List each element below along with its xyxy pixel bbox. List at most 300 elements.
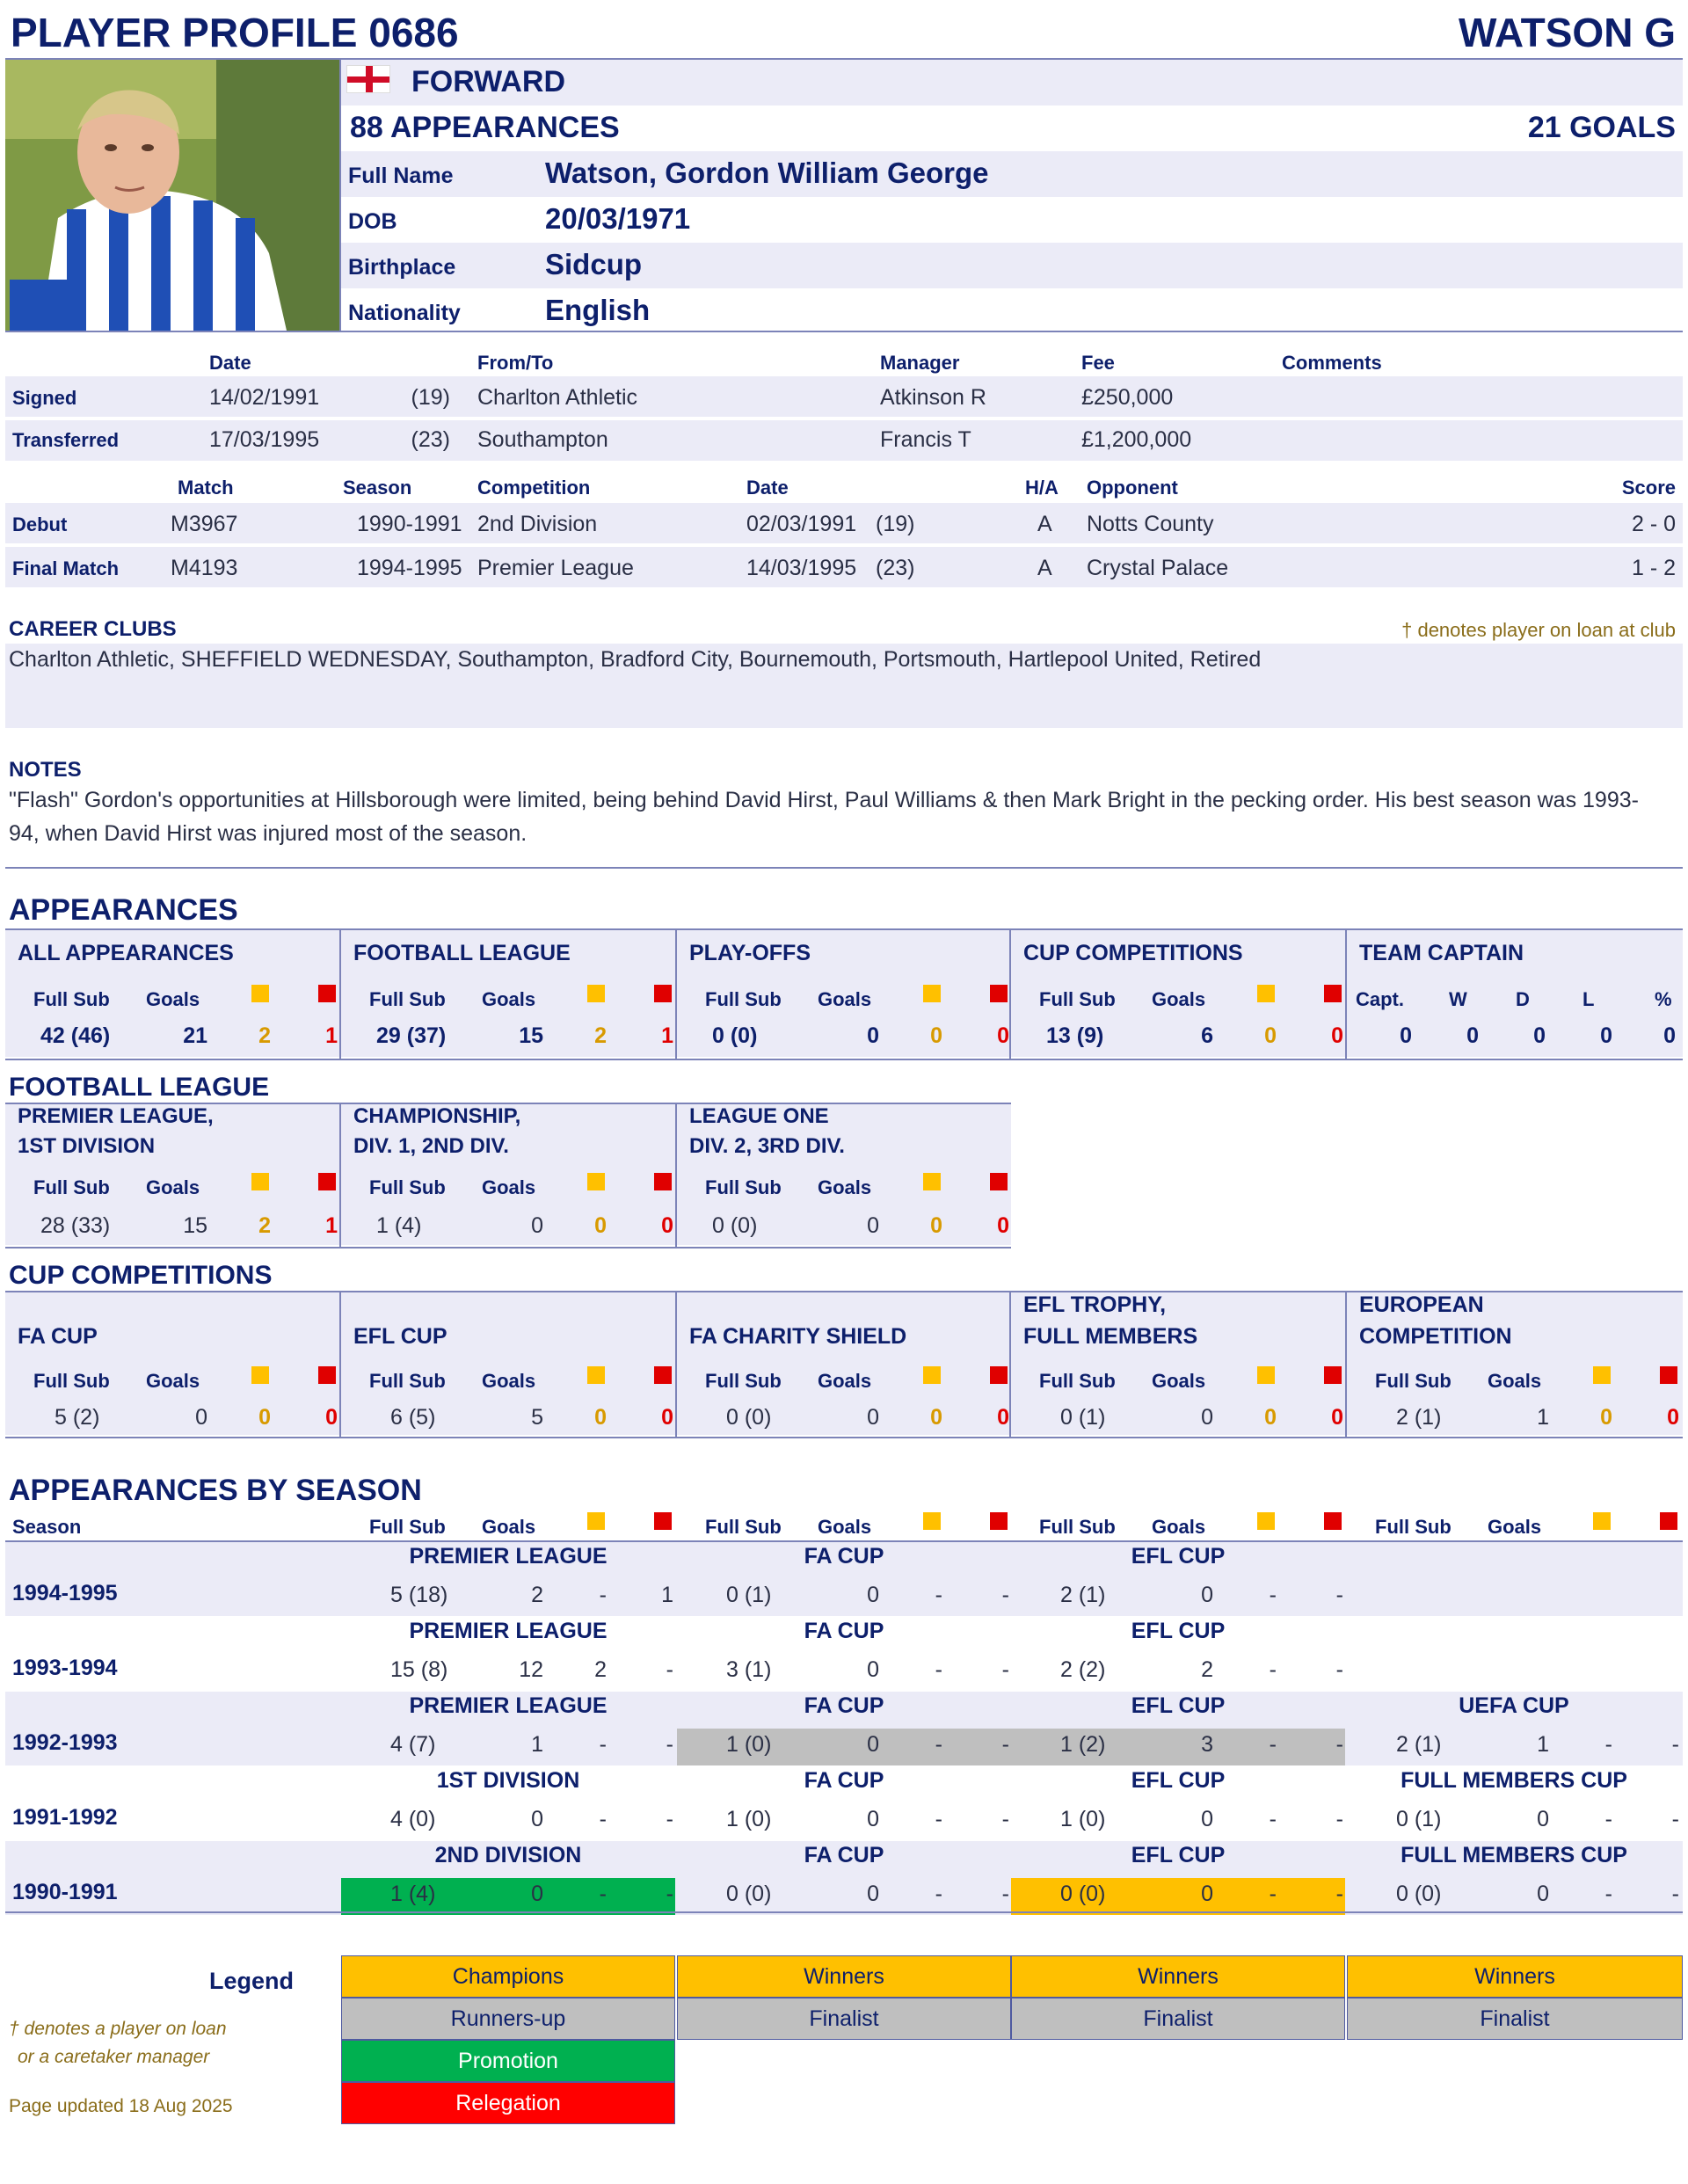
cup-0-goals-header: Goals [146, 1370, 200, 1392]
app-0-goals-value: 21 [183, 1023, 207, 1048]
cup-4-goals-value: 1 [1537, 1405, 1549, 1430]
cup-2-goals-value: 0 [867, 1405, 879, 1430]
season-row-2-comp-3-competition: UEFA CUP [1459, 1693, 1569, 1718]
cup-3-fullsub-value: 0 (1) [1060, 1405, 1106, 1430]
final-match-label: Final Match [12, 557, 120, 579]
app-1-goals-header: Goals [482, 988, 536, 1010]
cup-1-fullsub-value: 6 (5) [390, 1405, 436, 1430]
cup-0-title-line2: FA CUP [18, 1324, 98, 1349]
transferred-fee: £1,200,000 [1081, 427, 1192, 452]
final-match-ha: A [1037, 556, 1052, 580]
signed-manager: Atkinson R [880, 385, 986, 410]
season-row-3-comp-0-goals: 0 [531, 1807, 543, 1831]
season-row-0-comp-2-goals: 0 [1201, 1583, 1213, 1607]
fl-1-goals-header: Goals [482, 1176, 536, 1198]
season-col-3-fullsub-header: Full Sub [1039, 1516, 1116, 1538]
final-match-date: 14/03/1995 [746, 556, 857, 580]
fl-1-title-line2: DIV. 1, 2ND DIV. [353, 1134, 509, 1158]
cup-2-fullsub-header: Full Sub [705, 1370, 782, 1392]
fl-2-red-card-icon [990, 1173, 1008, 1190]
cup-0-red-value: 0 [325, 1405, 338, 1430]
final-match-age: (23) [876, 556, 915, 580]
season-row-0-comp-1-goals: 0 [867, 1583, 879, 1607]
season-row-3-comp-1-red: - [1001, 1807, 1009, 1831]
fl-0-red-value: 1 [325, 1213, 338, 1238]
captain-pct-value: 0 [1663, 1023, 1676, 1048]
season-row-2-comp-2-competition: EFL CUP [1131, 1693, 1226, 1718]
season-row-3-comp-1-competition: FA CUP [804, 1768, 884, 1793]
cup-2-red-value: 0 [997, 1405, 1009, 1430]
cup-1-yellow-card-icon [587, 1366, 605, 1384]
fl-0-title-line2: 1ST DIVISION [18, 1134, 156, 1158]
cup-1-red-value: 0 [661, 1405, 673, 1430]
cup-3-goals-value: 0 [1201, 1405, 1213, 1430]
season-row-3-comp-2-competition: EFL CUP [1131, 1768, 1226, 1793]
final-match-id: M4193 [171, 556, 238, 580]
captain-d-header: D [1516, 988, 1530, 1010]
season-row-4-comp-3-yellow: - [1604, 1882, 1612, 1906]
cup-4-fullsub-header: Full Sub [1375, 1370, 1452, 1392]
season-col-4-red-card-icon [1660, 1512, 1677, 1530]
season-col-3-goals-header: Goals [1152, 1516, 1206, 1538]
debut-ha: A [1037, 512, 1052, 536]
season-col-1-red-card-icon [654, 1512, 672, 1530]
fl-0-goals-header: Goals [146, 1176, 200, 1198]
fl-2-red-value: 0 [997, 1213, 1009, 1238]
season-row-2-comp-1-red: - [1001, 1732, 1009, 1757]
nationality-label: Nationality [348, 301, 461, 325]
season-row-4-comp-0-yellow: - [599, 1882, 607, 1906]
season-row-2-comp-2-fullsub: 1 (2) [1060, 1732, 1106, 1757]
season-row-1-comp-1-yellow: - [935, 1657, 942, 1682]
cup-1-yellow-value: 0 [594, 1405, 607, 1430]
cup-0-goals-value: 0 [195, 1405, 207, 1430]
season-row-0-comp-0-yellow: - [599, 1583, 607, 1607]
fl-0-goals-value: 15 [183, 1213, 207, 1238]
season-row-3-comp-2-red: - [1335, 1807, 1343, 1831]
cup-3-title-line1: EFL TROPHY, [1023, 1292, 1167, 1317]
page-title: PLAYER PROFILE 0686 [11, 10, 459, 55]
legend-0-3: Winners [1347, 1955, 1683, 1998]
transfer-header-date: Date [209, 352, 251, 374]
cup-4-red-card-icon [1660, 1366, 1677, 1384]
app-2-fullsub-header: Full Sub [705, 988, 782, 1010]
cup-4-goals-header: Goals [1488, 1370, 1542, 1392]
notes-line-1: "Flash" Gordon's opportunities at Hillsborough were limited, being behind David Hirst, Paul Williams & then Mark Bright in the pecking order. His best season was 1993- [9, 788, 1639, 812]
app-0-red-value: 1 [325, 1023, 338, 1048]
season-row-2-comp-2-goals: 3 [1201, 1732, 1213, 1757]
loan-note: † denotes player on loan at club [1401, 619, 1676, 641]
season-row-4-comp-0-goals: 0 [531, 1882, 543, 1906]
cup-3-yellow-card-icon [1257, 1366, 1275, 1384]
legend-2-0: Promotion [341, 2040, 675, 2082]
signed-age: (19) [411, 385, 450, 410]
fl-1-yellow-card-icon [587, 1173, 605, 1190]
full-name-value: Watson, Gordon William George [545, 157, 989, 189]
cup-0-fullsub-value: 5 (2) [55, 1405, 100, 1430]
cup-4-red-value: 0 [1667, 1405, 1679, 1430]
season-row-2-comp-0-red: - [666, 1732, 673, 1757]
signed-fee: £250,000 [1081, 385, 1174, 410]
season-row-4-comp-1-competition: FA CUP [804, 1843, 884, 1867]
fl-2-yellow-card-icon [923, 1173, 941, 1190]
season-row-2-comp-0-competition: PREMIER LEAGUE [409, 1693, 608, 1718]
legend-1-2: Finalist [1011, 1998, 1345, 2040]
match-header-match: Match [178, 477, 234, 499]
app-2-fullsub-value: 0 (0) [712, 1023, 758, 1048]
season-row-0-comp-2-fullsub: 2 (1) [1060, 1583, 1106, 1607]
debut-score: 2 - 0 [1631, 512, 1676, 536]
debut-competition: 2nd Division [477, 512, 598, 536]
season-row-2-comp-3-red: - [1671, 1732, 1679, 1757]
appearances-title: APPEARANCES [9, 893, 238, 927]
final-match-opponent: Crystal Palace [1087, 556, 1229, 580]
cup-2-yellow-value: 0 [930, 1405, 942, 1430]
app-3-goals-value: 6 [1201, 1023, 1213, 1048]
debut-season: 1990-1991 [357, 512, 462, 536]
app-3-red-card-icon [1324, 985, 1342, 1002]
season-row-2-comp-1-competition: FA CUP [804, 1693, 884, 1718]
signed-label: Signed [12, 387, 77, 409]
captain-l-header: L [1582, 988, 1595, 1010]
season-row-0-season: 1994-1995 [12, 1581, 118, 1605]
season-row-2-season: 1992-1993 [12, 1730, 118, 1755]
season-col-1-goals-header: Goals [482, 1516, 536, 1538]
season-row-2-comp-3-yellow: - [1604, 1732, 1612, 1757]
cup-0-fullsub-header: Full Sub [33, 1370, 110, 1392]
fl-2-goals-header: Goals [818, 1176, 872, 1198]
season-col-4-goals-header: Goals [1488, 1516, 1542, 1538]
player-photo [5, 60, 339, 331]
captain-capt-value: 0 [1400, 1023, 1412, 1048]
career-clubs-list: Charlton Athletic, SHEFFIELD WEDNESDAY, Southampton, Bradford City, Bournemouth, Portsmouth, Hartlepool United, Retired [9, 647, 1262, 672]
app-2-yellow-value: 0 [930, 1023, 942, 1048]
legend-0-1: Winners [677, 1955, 1011, 1998]
cup-1-goals-value: 5 [531, 1405, 543, 1430]
season-row-4-comp-2-yellow: - [1269, 1882, 1277, 1906]
fl-2-fullsub-header: Full Sub [705, 1176, 782, 1198]
cup-1-fullsub-header: Full Sub [369, 1370, 446, 1392]
player-surname: WATSON G [1458, 10, 1676, 55]
match-header-competition: Competition [477, 477, 591, 499]
season-row-0-comp-0-red: 1 [661, 1583, 673, 1607]
season-row-0-comp-1-red: - [1001, 1583, 1009, 1607]
season-row-2-comp-2-yellow: - [1269, 1732, 1277, 1757]
match-header-date: Date [746, 477, 789, 499]
debut-date: 02/03/1991 [746, 512, 857, 536]
cup-4-fullsub-value: 2 (1) [1396, 1405, 1442, 1430]
legend-0-0: Champions [341, 1955, 675, 1998]
season-row-3-comp-3-yellow: - [1604, 1807, 1612, 1831]
captain-capt-header: Capt. [1356, 988, 1404, 1010]
season-row-3-comp-0-red: - [666, 1807, 673, 1831]
fl-1-fullsub-header: Full Sub [369, 1176, 446, 1198]
fl-0-fullsub-value: 28 (33) [40, 1213, 111, 1238]
match-header-score: Score [1621, 477, 1676, 499]
season-row-1-comp-1-goals: 0 [867, 1657, 879, 1682]
season-row-4-comp-0-competition: 2ND DIVISION [434, 1843, 582, 1867]
season-row-4-comp-3-competition: FULL MEMBERS CUP [1401, 1843, 1627, 1867]
transferred-club: Southampton [477, 427, 608, 452]
debut-match: M3967 [171, 512, 238, 536]
season-row-1-comp-2-red: - [1335, 1657, 1343, 1682]
season-row-3-comp-3-fullsub: 0 (1) [1396, 1807, 1442, 1831]
season-row-0-comp-1-fullsub: 0 (1) [726, 1583, 772, 1607]
cup-3-yellow-value: 0 [1264, 1405, 1277, 1430]
season-col-4-yellow-card-icon [1593, 1512, 1611, 1530]
fl-1-red-value: 0 [661, 1213, 673, 1238]
season-row-1-comp-0-red: - [666, 1657, 673, 1682]
season-row-0-comp-1-yellow: - [935, 1583, 942, 1607]
season-row-4-season: 1990-1991 [12, 1880, 118, 1904]
cup-3-title-line2: FULL MEMBERS [1023, 1324, 1198, 1349]
legend-3-0: Relegation [341, 2082, 675, 2124]
season-row-3-comp-3-goals: 0 [1537, 1807, 1549, 1831]
season-row-1-comp-2-competition: EFL CUP [1131, 1619, 1226, 1643]
transferred-manager: Francis T [880, 427, 971, 452]
signed-club: Charlton Athletic [477, 385, 638, 410]
cup-1-goals-header: Goals [482, 1370, 536, 1392]
app-0-red-card-icon [318, 985, 336, 1002]
captain-l-value: 0 [1600, 1023, 1612, 1048]
legend-title: Legend [209, 1968, 295, 1994]
season-row-4-comp-2-fullsub: 0 (0) [1060, 1882, 1106, 1906]
season-row-4-comp-2-competition: EFL CUP [1131, 1843, 1226, 1867]
app-1-red-value: 1 [661, 1023, 673, 1048]
cup-0-red-card-icon [318, 1366, 336, 1384]
cup-2-yellow-card-icon [923, 1366, 941, 1384]
captain-w-value: 0 [1466, 1023, 1479, 1048]
app-2-goals-value: 0 [867, 1023, 879, 1048]
season-row-0-comp-0-goals: 2 [531, 1583, 543, 1607]
match-header-ha: H/A [1025, 477, 1059, 499]
by-season-title: APPEARANCES BY SEASON [9, 1474, 422, 1507]
cup-4-title-line2: COMPETITION [1359, 1324, 1512, 1349]
final-match-competition: Premier League [477, 556, 634, 580]
app-3-yellow-value: 0 [1264, 1023, 1277, 1048]
season-row-1-comp-1-fullsub: 3 (1) [726, 1657, 772, 1682]
cup-3-fullsub-header: Full Sub [1039, 1370, 1116, 1392]
app-0-yellow-value: 2 [258, 1023, 271, 1048]
season-row-0-comp-2-yellow: - [1269, 1583, 1277, 1607]
app-0-title: ALL APPEARANCES [18, 941, 234, 965]
career-clubs-title: CAREER CLUBS [9, 617, 177, 641]
cup-4-yellow-card-icon [1593, 1366, 1611, 1384]
cup-4-yellow-value: 0 [1600, 1405, 1612, 1430]
cup-1-red-card-icon [654, 1366, 672, 1384]
app-0-fullsub-value: 42 (46) [40, 1023, 111, 1048]
fl-1-goals-value: 0 [531, 1213, 543, 1238]
season-row-4-comp-3-goals: 0 [1537, 1882, 1549, 1906]
season-col-3-red-card-icon [1324, 1512, 1342, 1530]
season-row-1-comp-0-fullsub: 15 (8) [390, 1657, 448, 1682]
season-row-4-comp-1-fullsub: 0 (0) [726, 1882, 772, 1906]
season-row-1-comp-0-competition: PREMIER LEAGUE [409, 1619, 608, 1643]
season-row-2-comp-1-fullsub: 1 (0) [726, 1732, 772, 1757]
season-row-4-comp-0-red: - [666, 1882, 673, 1906]
dob-label: DOB [348, 209, 397, 234]
season-row-1-comp-2-fullsub: 2 (2) [1060, 1657, 1106, 1682]
cup-2-goals-header: Goals [818, 1370, 872, 1392]
signed-date: 14/02/1991 [209, 385, 320, 410]
app-1-red-card-icon [654, 985, 672, 1002]
app-1-title: FOOTBALL LEAGUE [353, 941, 571, 965]
final-match-score: 1 - 2 [1631, 556, 1676, 580]
legend-1-0: Runners-up [341, 1998, 675, 2040]
football-league-title: FOOTBALL LEAGUE [9, 1073, 270, 1102]
page-updated: Page updated 18 Aug 2025 [9, 2096, 233, 2116]
birthplace-label: Birthplace [348, 255, 456, 280]
season-row-0-comp-2-red: - [1335, 1583, 1343, 1607]
app-1-goals-value: 15 [519, 1023, 543, 1048]
debut-age: (19) [876, 512, 915, 536]
season-col-3-yellow-card-icon [1257, 1512, 1275, 1530]
fl-1-title-line1: CHAMPIONSHIP, [353, 1104, 521, 1128]
transfer-header-comments: Comments [1282, 352, 1382, 374]
app-3-fullsub-value: 13 (9) [1046, 1023, 1104, 1048]
season-row-4-comp-0-fullsub: 1 (4) [390, 1882, 436, 1906]
season-row-3-comp-3-red: - [1671, 1807, 1679, 1831]
season-row-3-comp-0-fullsub: 4 (0) [390, 1807, 436, 1831]
captain-w-header: W [1449, 988, 1467, 1010]
match-header-opponent: Opponent [1087, 477, 1178, 499]
fl-2-yellow-value: 0 [930, 1213, 942, 1238]
season-row-2-comp-1-goals: 0 [867, 1732, 879, 1757]
season-row-2-comp-0-fullsub: 4 (7) [390, 1732, 436, 1757]
birthplace-value: Sidcup [545, 248, 643, 280]
app-0-yellow-card-icon [251, 985, 269, 1002]
transfer-header-manager: Manager [880, 352, 960, 374]
total-goals: 21 GOALS [1527, 111, 1676, 144]
total-appearances: 88 APPEARANCES [350, 111, 620, 144]
legend-0-2: Winners [1011, 1955, 1345, 1998]
cup-3-red-value: 0 [1331, 1405, 1343, 1430]
fl-2-title-line1: LEAGUE ONE [689, 1104, 829, 1128]
season-col-4-fullsub-header: Full Sub [1375, 1516, 1452, 1538]
season-row-3-comp-3-competition: FULL MEMBERS CUP [1401, 1768, 1627, 1793]
cup-competitions-title: CUP COMPETITIONS [9, 1261, 273, 1290]
season-row-3-season: 1991-1992 [12, 1805, 118, 1830]
season-row-2-comp-1-yellow: - [935, 1732, 942, 1757]
full-name-label: Full Name [348, 164, 454, 188]
season-col-2-yellow-card-icon [923, 1512, 941, 1530]
cup-3-red-card-icon [1324, 1366, 1342, 1384]
season-row-1-comp-1-red: - [1001, 1657, 1009, 1682]
app-2-goals-header: Goals [818, 988, 872, 1010]
final-match-season: 1994-1995 [357, 556, 462, 580]
cup-0-yellow-card-icon [251, 1366, 269, 1384]
fl-2-goals-value: 0 [867, 1213, 879, 1238]
season-row-3-comp-2-goals: 0 [1201, 1807, 1213, 1831]
transfer-header-fee: Fee [1081, 352, 1115, 374]
season-row-3-comp-1-yellow: - [935, 1807, 942, 1831]
legend-loan-note-2: or a caretaker manager [18, 2047, 210, 2067]
cup-2-title-line2: FA CHARITY SHIELD [689, 1324, 907, 1349]
fl-2-title-line2: DIV. 2, 3RD DIV. [689, 1134, 845, 1158]
cup-3-goals-header: Goals [1152, 1370, 1206, 1392]
transferred-label: Transferred [12, 429, 120, 451]
season-row-0-comp-0-competition: PREMIER LEAGUE [409, 1544, 608, 1569]
app-3-red-value: 0 [1331, 1023, 1343, 1048]
app-3-fullsub-header: Full Sub [1039, 988, 1116, 1010]
cup-4-title-line1: EUROPEAN [1359, 1292, 1484, 1317]
dob-value: 20/03/1971 [545, 202, 691, 235]
season-row-4-comp-2-goals: 0 [1201, 1882, 1213, 1906]
transferred-date: 17/03/1995 [209, 427, 320, 452]
season-row-4-comp-3-fullsub: 0 (0) [1396, 1882, 1442, 1906]
legend-1-3: Finalist [1347, 1998, 1683, 2040]
match-header-season: Season [343, 477, 412, 499]
season-row-3-comp-1-goals: 0 [867, 1807, 879, 1831]
app-0-fullsub-header: Full Sub [33, 988, 110, 1010]
fl-0-title-line1: PREMIER LEAGUE, [18, 1104, 214, 1128]
cup-1-title-line2: EFL CUP [353, 1324, 447, 1349]
app-1-fullsub-header: Full Sub [369, 988, 446, 1010]
season-row-3-comp-2-yellow: - [1269, 1807, 1277, 1831]
season-row-4-comp-3-red: - [1671, 1882, 1679, 1906]
season-row-1-comp-0-goals: 12 [519, 1657, 543, 1682]
season-col-2-fullsub-header: Full Sub [705, 1516, 782, 1538]
nationality-value: English [545, 294, 651, 326]
season-row-4-comp-2-red: - [1335, 1882, 1343, 1906]
season-column-label: Season [12, 1516, 82, 1538]
season-row-2-comp-0-goals: 1 [531, 1732, 543, 1757]
season-col-2-red-card-icon [990, 1512, 1008, 1530]
season-row-2-comp-3-fullsub: 2 (1) [1396, 1732, 1442, 1757]
transfer-header-fromto: From/To [477, 352, 554, 374]
debut-opponent: Notts County [1087, 512, 1214, 536]
notes-line-2: 94, when David Hirst was injured most of the season. [9, 821, 528, 846]
season-row-3-comp-0-competition: 1ST DIVISION [436, 1768, 580, 1793]
season-row-3-comp-2-fullsub: 1 (0) [1060, 1807, 1106, 1831]
fl-0-red-card-icon [318, 1173, 336, 1190]
season-row-4-comp-1-red: - [1001, 1882, 1009, 1906]
season-col-1-yellow-card-icon [587, 1512, 605, 1530]
england-flag-icon [346, 65, 390, 93]
app-0-goals-header: Goals [146, 988, 200, 1010]
fl-1-yellow-value: 0 [594, 1213, 607, 1238]
app-3-yellow-card-icon [1257, 985, 1275, 1002]
fl-1-fullsub-value: 1 (4) [376, 1213, 422, 1238]
transferred-age: (23) [411, 427, 450, 452]
cup-2-fullsub-value: 0 (0) [726, 1405, 772, 1430]
app-2-red-value: 0 [997, 1023, 1009, 1048]
cup-2-red-card-icon [990, 1366, 1008, 1384]
season-row-2-comp-2-red: - [1335, 1732, 1343, 1757]
season-row-0-comp-1-competition: FA CUP [804, 1544, 884, 1569]
fl-0-yellow-card-icon [251, 1173, 269, 1190]
fl-2-fullsub-value: 0 (0) [712, 1213, 758, 1238]
season-row-1-comp-2-goals: 2 [1201, 1657, 1213, 1682]
app-3-goals-header: Goals [1152, 988, 1206, 1010]
app-1-fullsub-value: 29 (37) [376, 1023, 447, 1048]
debut-label: Debut [12, 513, 68, 535]
season-col-2-goals-header: Goals [818, 1516, 872, 1538]
season-row-4-comp-1-yellow: - [935, 1882, 942, 1906]
season-row-3-comp-0-yellow: - [599, 1807, 607, 1831]
season-row-1-comp-0-yellow: 2 [594, 1657, 607, 1682]
legend-loan-note-1: † denotes a player on loan [9, 2019, 227, 2039]
app-2-title: PLAY-OFFS [689, 941, 811, 965]
fl-0-yellow-value: 2 [258, 1213, 271, 1238]
notes-title: NOTES [9, 758, 82, 782]
app-1-yellow-card-icon [587, 985, 605, 1002]
season-row-3-comp-1-fullsub: 1 (0) [726, 1807, 772, 1831]
captain-d-value: 0 [1533, 1023, 1546, 1048]
season-row-0-comp-0-fullsub: 5 (18) [390, 1583, 448, 1607]
legend-1-1: Finalist [677, 1998, 1011, 2040]
season-row-2-comp-3-goals: 1 [1537, 1732, 1549, 1757]
